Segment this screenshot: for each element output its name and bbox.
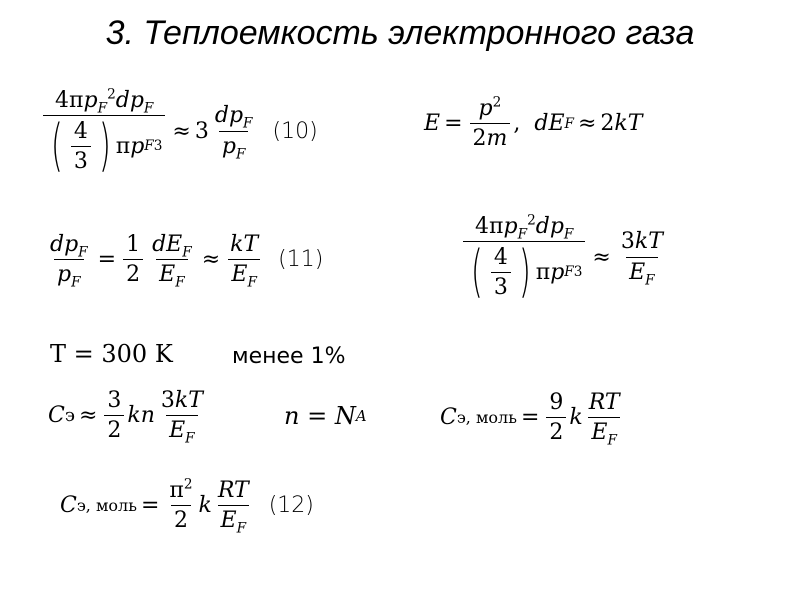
equation-number-12: (12)	[268, 493, 314, 519]
equation-number-10: (10)	[272, 118, 318, 144]
formula-heat-capacity: C э ≈ $\frac{3}{2}$ kn $\frac{3kT}{E_F}$	[48, 388, 203, 447]
formula-energy: E = $\frac{p^2}{2m}$ , dE F ≈ 2 kT	[424, 94, 643, 152]
formula-ratio-kt: $4\pi p_F^2dp_F$ ( $\frac{4}{3}$ ) π p F 3 ≈ $\frac{3kT}{E_F}$	[460, 214, 669, 300]
formula-12: C э, моль = $\frac{\pi^2}{2}$ k $\frac{RT}{E_F}$ (12)	[60, 476, 314, 537]
temperature-value: T = 300 K	[50, 340, 173, 368]
formula-molar-heat-capacity: C э, моль = $\frac{9}{2}$ k $\frac{RT}{E_F}$	[440, 390, 620, 449]
formula-n-equals: n = N A	[284, 402, 367, 430]
slide-title: 3. Теплоемкость электронного газа	[105, 14, 695, 52]
equation-number-11: (11)	[278, 247, 324, 273]
fraction-density-ratio: $4\pi p_F^2dp_F$ ( $\frac{4}{3}$ ) π p F 3	[43, 88, 165, 174]
formula-10: $4\pi p_F^2dp_F$ ( $\frac{4}{3}$ ) π p F 3 ≈ 3 $\frac{dp_F}{p_F}$ (10)	[40, 88, 318, 174]
formula-11: $\frac{dp_F}{p_F}$ = $\frac{1}{2}$ $\frac{dE_F}{E_F}$ ≈ $\frac{kT}{E_F}$ (11)	[50, 232, 324, 291]
less-than-note: менее 1%	[232, 344, 346, 369]
